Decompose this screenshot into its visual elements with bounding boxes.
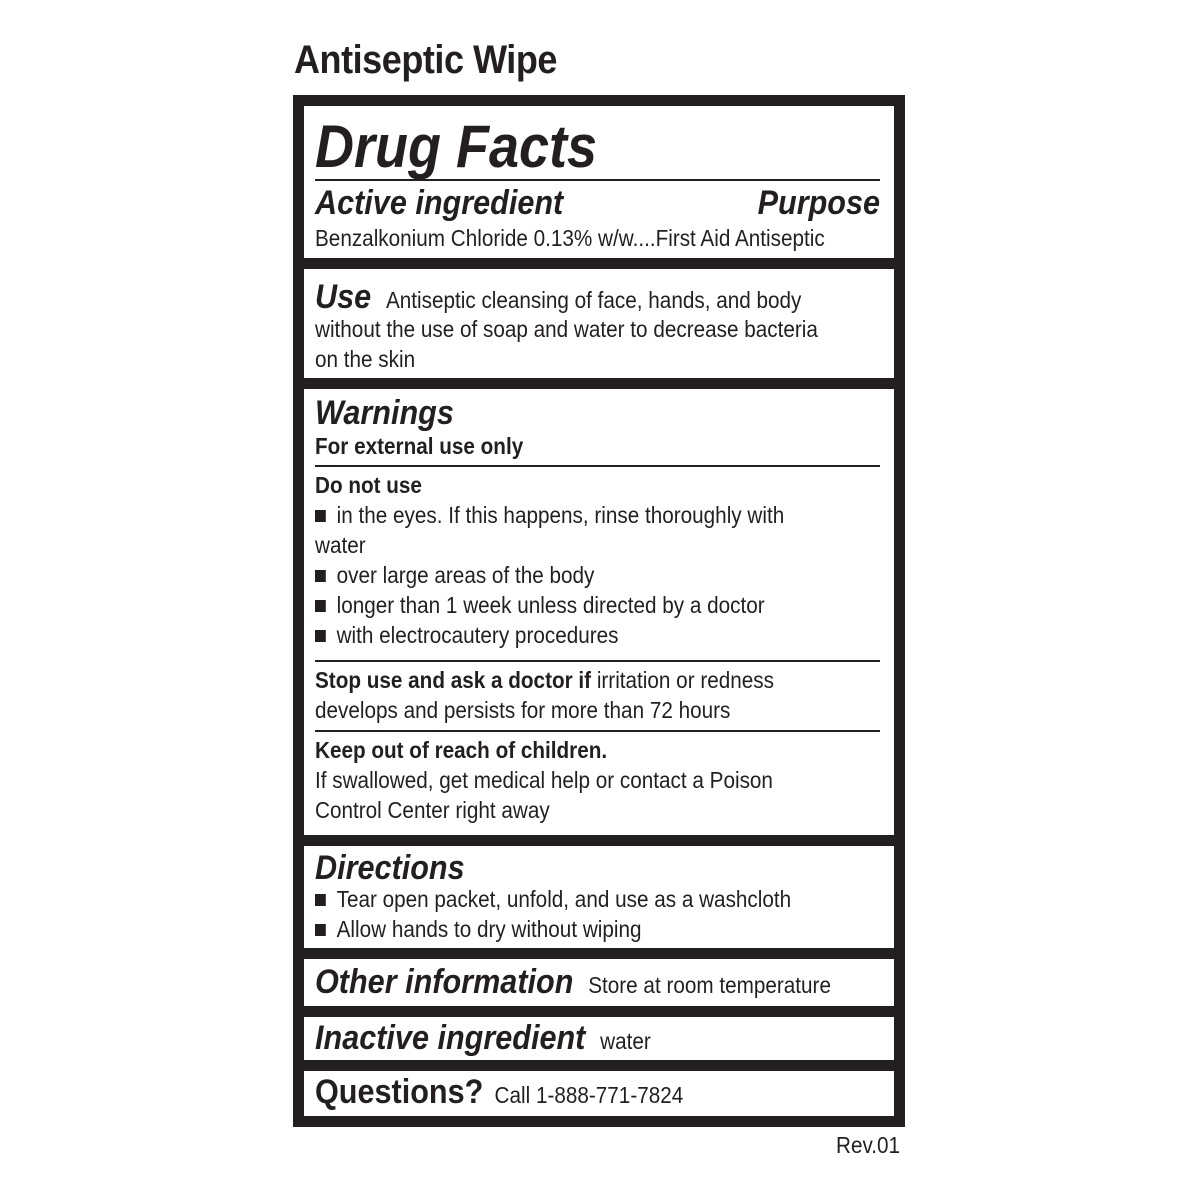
list-item-continuation — [315, 530, 371, 560]
divider — [315, 660, 880, 662]
list-item — [315, 500, 836, 530]
directions-section — [304, 846, 894, 948]
keep-out-line2 — [315, 795, 576, 825]
stop-use-text: irritation or redness — [596, 667, 774, 693]
directions-heading — [315, 848, 481, 888]
questions-line — [315, 1072, 724, 1112]
keep-out-line1 — [315, 765, 824, 795]
inactive-ingredient-heading: Inactive ingredient — [315, 1019, 586, 1057]
list-item — [315, 590, 815, 620]
drug-facts-panel — [293, 95, 905, 1127]
list-item-text: longer than 1 week unless directed by a doctor — [336, 592, 765, 618]
do-not-use-heading — [315, 470, 434, 500]
other-information-text: Store at room temperature — [588, 972, 831, 998]
questions-heading: Questions? — [315, 1073, 484, 1111]
list-item-text: Allow hands to dry without wiping — [336, 916, 642, 942]
list-item — [315, 914, 678, 944]
drug-facts-title — [315, 112, 628, 182]
external-use-text: For external use only — [315, 433, 524, 459]
product-title: Antiseptic Wipe — [294, 38, 557, 82]
warnings-section — [304, 389, 894, 835]
use-text-line3 — [315, 344, 426, 374]
stop-use-line — [315, 665, 825, 695]
list-item-text: in the eyes. If this happens, rinse thoroughly with — [336, 502, 785, 528]
keep-out-heading — [315, 735, 640, 765]
use-text-line2-text: without the use of soap and water to decrease bacteria — [315, 316, 818, 342]
keep-out-heading-text: Keep out of reach of children. — [315, 737, 608, 763]
keep-out-line2-text: Control Center right away — [315, 797, 550, 823]
divider — [315, 730, 880, 732]
other-information-heading: Other information — [315, 963, 574, 1001]
use-text-line2 — [315, 314, 874, 344]
list-item-text: with electrocautery procedures — [336, 622, 619, 648]
do-not-use-heading-text: Do not use — [315, 472, 422, 498]
questions-phone-text: Call 1-888-771-7824 — [494, 1082, 684, 1108]
active-ingredient-line-text: Benzalkonium Chloride 0.13% w/w....First Aid Antiseptic — [315, 225, 825, 251]
use-section — [304, 269, 894, 378]
purpose-heading-text: Purpose — [757, 184, 880, 222]
divider — [315, 465, 880, 467]
list-item-text: water — [315, 532, 366, 558]
directions-heading-text: Directions — [315, 849, 465, 887]
use-heading: Use — [315, 278, 372, 316]
other-information-line — [315, 962, 888, 1002]
use-text-line1: Antiseptic cleansing of face, hands, and body — [385, 287, 802, 313]
list-item — [315, 560, 625, 590]
bullet-square-icon — [315, 600, 326, 612]
active-ingredient-section — [304, 106, 894, 258]
list-item-text: over large areas of the body — [336, 562, 595, 588]
stop-use-heading: Stop use and ask a doctor if — [315, 667, 592, 693]
divider — [315, 179, 880, 181]
bullet-square-icon — [315, 570, 326, 582]
list-item-text: Tear open packet, unfold, and use as a washcloth — [336, 886, 792, 912]
keep-out-line1-text: If swallowed, get medical help or contact a Poison — [315, 767, 773, 793]
active-ingredient-heading — [315, 183, 591, 223]
bullet-square-icon — [315, 894, 326, 906]
warnings-heading — [315, 393, 469, 433]
use-first-line — [315, 277, 855, 317]
stop-use-line2-text: develops and persists for more than 72 hours — [315, 697, 731, 723]
purpose-heading — [744, 183, 880, 223]
inactive-ingredient-line — [315, 1018, 688, 1058]
warnings-heading-text: Warnings — [315, 394, 454, 432]
stop-use-line2 — [315, 695, 777, 725]
drug-facts-title-text: Drug Facts — [315, 113, 598, 180]
use-text-line3-text: on the skin — [315, 346, 416, 372]
revision-label: Rev.01 — [836, 1132, 901, 1158]
bullet-square-icon — [315, 924, 326, 936]
inactive-ingredient-section — [304, 1017, 894, 1060]
active-ingredient-heading-text: Active ingredient — [315, 184, 564, 222]
external-use-line — [315, 431, 546, 461]
list-item — [315, 884, 844, 914]
active-ingredient-line — [315, 223, 881, 253]
other-information-section — [304, 959, 894, 1006]
bullet-square-icon — [315, 630, 326, 642]
questions-section — [304, 1071, 894, 1116]
inactive-ingredient-text: water — [600, 1028, 651, 1054]
bullet-square-icon — [315, 510, 326, 522]
list-item — [315, 620, 652, 650]
